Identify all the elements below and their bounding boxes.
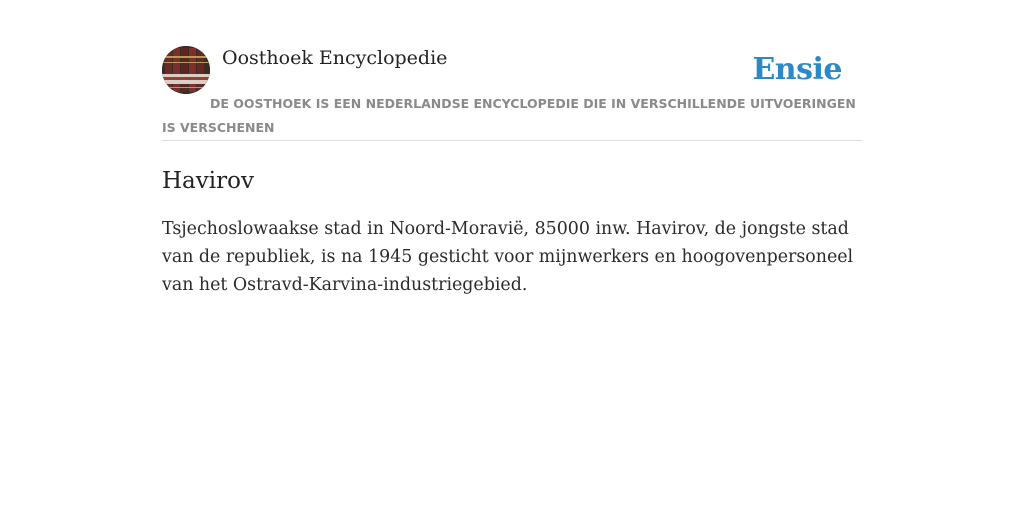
article-body: Tsjechoslowaakse stad in Noord-Moravië, 85000 inw. Havirov, de jongste stad van de republiek, is na 1945 gesticht voor mijnwerkers en hoogovenpersoneel van het Ostravd-Karvina-industriegebied. xyxy=(162,219,854,295)
site-tagline: DE OOSTHOEK IS EEN NEDERLANDSE ENCYCLOPEDIE DIE IN VERSCHILLENDE UITVOERINGEN IS VERSCHENEN xyxy=(162,96,856,135)
encyclopedia-avatar[interactable] xyxy=(162,46,210,94)
ensie-logo[interactable]: Ensie xyxy=(752,52,842,87)
site-header xyxy=(162,46,862,141)
article-title: Havirov xyxy=(162,168,254,194)
site-title[interactable]: Oosthoek Encyclopedie xyxy=(222,47,448,69)
book-spines-image xyxy=(162,46,210,94)
page xyxy=(162,0,862,299)
